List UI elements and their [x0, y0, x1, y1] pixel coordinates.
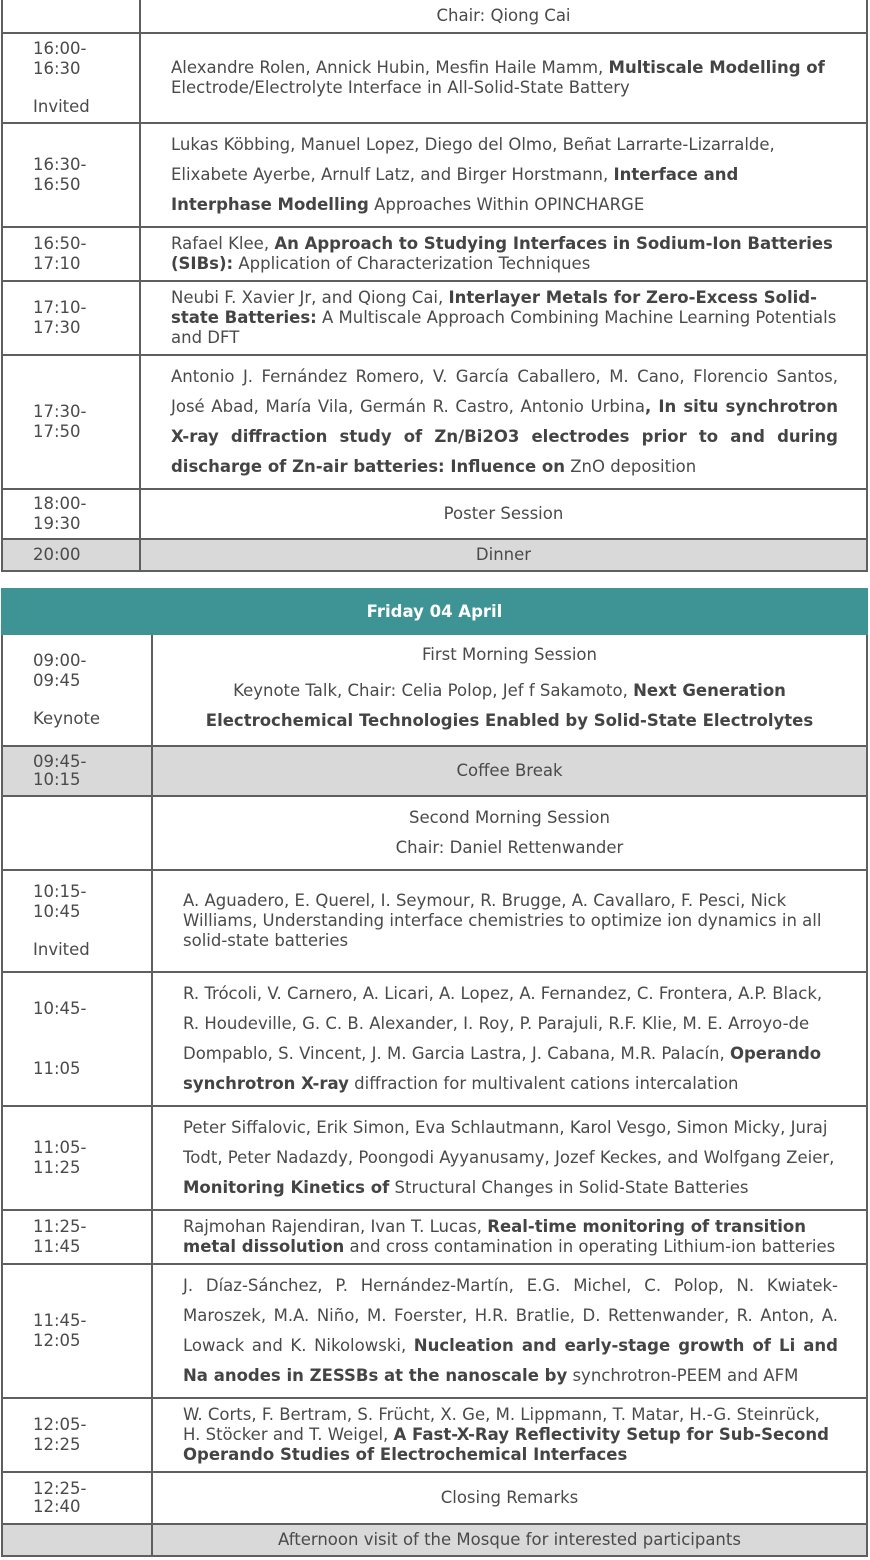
event-text: Afternoon visit of the Mosque for interested participants [278, 1530, 741, 1549]
talk-title-bold: Multiscale Modelling of [608, 58, 825, 77]
event-cell [152, 1472, 867, 1524]
table-row [2, 33, 867, 123]
talk-authors: A. Aguadero, E. Querel, I. Seymour, R. Brugge, A. Cavallaro, F. Pesci, Nick Williams, Understanding interface chemistries to optimize ion dynamics in all solid-state batteries [183, 891, 822, 950]
chair-cell [140, 0, 867, 33]
table-row [2, 227, 867, 281]
table-row [2, 1210, 867, 1264]
talk-cell [140, 33, 867, 123]
poster-session-row [2, 489, 867, 539]
keynote-row [2, 634, 867, 746]
talk-title-rest: and cross contamination in operating Lithium-ion batteries [344, 1237, 836, 1256]
session-title: First Morning Session [422, 645, 597, 664]
talk-title-rest: Electrode/Electrolyte Interface in All-Solid-State Battery [171, 78, 630, 97]
time-text: 16:00- 16:30 [33, 39, 87, 78]
day-header-row [2, 589, 867, 634]
talk-cell [152, 870, 867, 972]
time-text: 12:05- 12:25 [33, 1415, 87, 1454]
time-text: 09:00- 09:45 [33, 651, 87, 690]
time-text: 12:25- 12:40 [33, 1479, 87, 1516]
talk-cell [152, 1398, 867, 1472]
time-cell [2, 1398, 152, 1472]
time-text: 09:45- 10:15 [33, 752, 87, 789]
time-text: 20:00 [33, 545, 81, 564]
talk-type-label: Keynote [33, 709, 101, 728]
event-text: Closing Remarks [440, 1488, 579, 1507]
afternoon-visit-row [2, 1524, 867, 1556]
talk-type-label: Invited [33, 940, 90, 959]
talk-title-rest: Application of Characterization Techniques [233, 254, 591, 273]
talk-title-bold: Nucleation and early-stage growth of Li and Na anodes in ZESSBs at the nanoscale by [183, 1336, 838, 1385]
talk-title-bold: An Approach to Studying Interfaces in Sodium-Ion Batteries (SIBs): [171, 234, 833, 273]
time-cell [2, 972, 152, 1106]
event-text: Poster Session [443, 504, 564, 523]
table-row [2, 1264, 867, 1398]
event-cell [152, 1524, 867, 1556]
time-cell [2, 33, 140, 123]
time-text: 11:05- 11:25 [33, 1138, 87, 1177]
chair-row [2, 0, 867, 33]
time-cell [2, 1264, 152, 1398]
event-cell [140, 539, 867, 571]
talk-title-bold: Monitoring Kinetics of [183, 1178, 390, 1197]
time-text: 17:30- 17:50 [33, 402, 87, 441]
thursday-schedule-table [1, 0, 868, 572]
talk-title-bold: , In situ synchrotron X-ray diffraction study of Zn/Bi2O3 electrodes prior to and during discharge of Zn-air batteries: Influence on [171, 397, 838, 476]
session-chair: Chair: Daniel Rettenwander [395, 838, 624, 857]
talk-title-bold: Interface and Interphase Modelling [171, 165, 739, 214]
talk-authors: Keynote Talk, Chair: Celia Polop, Jef f Sakamoto, [233, 681, 634, 700]
event-text: Dinner [475, 545, 532, 564]
time-text: 11:25- 11:45 [33, 1217, 87, 1256]
talk-title-bold: Next Generation Electrochemical Technologies Enabled by Solid-State Electrolytes [205, 681, 814, 730]
table-row [2, 123, 867, 227]
time-cell [2, 746, 152, 796]
talk-authors: Peter Siffalovic, Erik Simon, Eva Schlautmann, Karol Vesgo, Simon Micky, Juraj Todt, Peter Nadazdy, Poongodi Ayyanusamy, Jozef Keckes, and Wolfgang Zeier, [183, 1118, 835, 1167]
time-cell [2, 870, 152, 972]
time-text: 16:50- 17:10 [33, 234, 87, 273]
day-title: Friday 04 April [366, 601, 503, 621]
talk-cell [152, 634, 867, 746]
talk-type-label: Invited [33, 97, 90, 116]
time-text: 10:15- 10:45 [33, 882, 87, 921]
coffee-break-row [2, 746, 867, 796]
talk-cell [152, 1106, 867, 1210]
talk-cell [140, 123, 867, 227]
session-title: Second Morning Session [409, 808, 610, 827]
event-cell [140, 489, 867, 539]
talk-title-bold: Interlayer Metals for Zero-Excess Solid-state Batteries: [171, 288, 817, 327]
talk-cell [140, 227, 867, 281]
time-cell [2, 1524, 152, 1556]
time-cell [2, 796, 152, 870]
time-text: 11:45- 12:05 [33, 1311, 87, 1350]
closing-remarks-row [2, 1472, 867, 1524]
table-row [2, 1398, 867, 1472]
time-text: 17:10- 17:30 [33, 298, 87, 337]
talk-title-rest: diffraction for multivalent cations intercalation [348, 1074, 739, 1093]
table-row [2, 281, 867, 355]
talk-authors: Neubi F. Xavier Jr, and Qiong Cai, [171, 288, 449, 307]
time-cell [2, 539, 140, 571]
time-cell [2, 355, 140, 489]
session-row [2, 796, 867, 870]
time-cell [2, 634, 152, 746]
talk-authors: Antonio J. Fernández Romero, V. García Caballero, M. Cano, Florencio Santos, José Abad, María Vila, Germán R. Castro, Antonio Urbina [171, 367, 838, 416]
session-cell [152, 796, 867, 870]
table-row [2, 355, 867, 489]
day-header [2, 589, 867, 634]
talk-cell [152, 1210, 867, 1264]
talk-cell [140, 281, 867, 355]
talk-title-bold: Operando synchrotron X-ray [183, 1044, 822, 1093]
talk-title-bold: Real-time monitoring of transition metal dissolution [183, 1217, 806, 1256]
talk-title-bold: A Fast-X-Ray Reflectivity Setup for Sub-Second Operando Studies of Electrochemical Interfaces [183, 1425, 829, 1464]
table-row [2, 1106, 867, 1210]
time-cell [2, 1472, 152, 1524]
time-text: 18:00- 19:30 [33, 494, 87, 533]
talk-authors: J. Díaz-Sánchez, P. Hernández-Martín, E.G. Michel, C. Polop, N. Kwiatek-Maroszek, M.A. Niño, M. Foerster, H.R. Bratlie, D. Rettenwander, R. Anton, A. Lowack and K. Nikolowski, [183, 1276, 838, 1355]
event-cell [152, 746, 867, 796]
table-row [2, 972, 867, 1106]
talk-title-rest: ZnO deposition [564, 457, 697, 476]
event-text: Coffee Break [456, 761, 563, 780]
talk-cell [140, 355, 867, 489]
talk-title-rest: synchrotron-PEEM and AFM [567, 1366, 799, 1385]
time-cell [2, 0, 140, 33]
talk-authors: Lukas Köbbing, Manuel Lopez, Diego del Olmo, Beñat Larrarte-Lizarralde, Elixabete Ayerbe, Arnulf Latz, and Birger Horstmann, [171, 135, 775, 184]
talk-authors: R. Trócoli, V. Carnero, A. Licari, A. Lopez, A. Fernandez, C. Frontera, A.P. Black, R. Houdeville, G. C. B. Alexander, I. Roy, P. Parajuli, R.F. Klie, M. E. Arroyo-de Dompablo, S. Vincent, J. M. Garcia Lastra, J. Cabana, M.R. Palacín, [183, 984, 823, 1063]
time-cell [2, 281, 140, 355]
time-cell [2, 1106, 152, 1210]
talk-authors: Alexandre Rolen, Annick Hubin, Mesfin Haile Mamm, [171, 58, 609, 77]
time-cell [2, 227, 140, 281]
table-row [2, 870, 867, 972]
time-text: 16:30- 16:50 [33, 155, 87, 194]
talk-title-rest: A Multiscale Approach Combining Machine Learning Potentials and DFT [171, 308, 837, 347]
time-cell [2, 489, 140, 539]
time-text: 10:45- 11:05 [33, 999, 87, 1078]
talk-title-rest: Structural Changes in Solid-State Batteries [389, 1178, 749, 1197]
talk-authors: Rajmohan Rajendiran, Ivan T. Lucas, [183, 1217, 488, 1236]
time-cell [2, 1210, 152, 1264]
talk-authors: W. Corts, F. Bertram, S. Frücht, X. Ge, M. Lippmann, T. Matar, H.-G. Steinrück, H. Stöcker and T. Weigel, [183, 1405, 820, 1444]
time-cell [2, 123, 140, 227]
chair-text: Chair: Qiong Cai [436, 6, 571, 25]
talk-title-rest: Approaches Within OPINCHARGE [368, 195, 645, 214]
talk-cell [152, 1264, 867, 1398]
dinner-row [2, 539, 867, 571]
friday-schedule-table [1, 588, 868, 1557]
talk-cell [152, 972, 867, 1106]
talk-authors: Rafael Klee, [171, 234, 275, 253]
